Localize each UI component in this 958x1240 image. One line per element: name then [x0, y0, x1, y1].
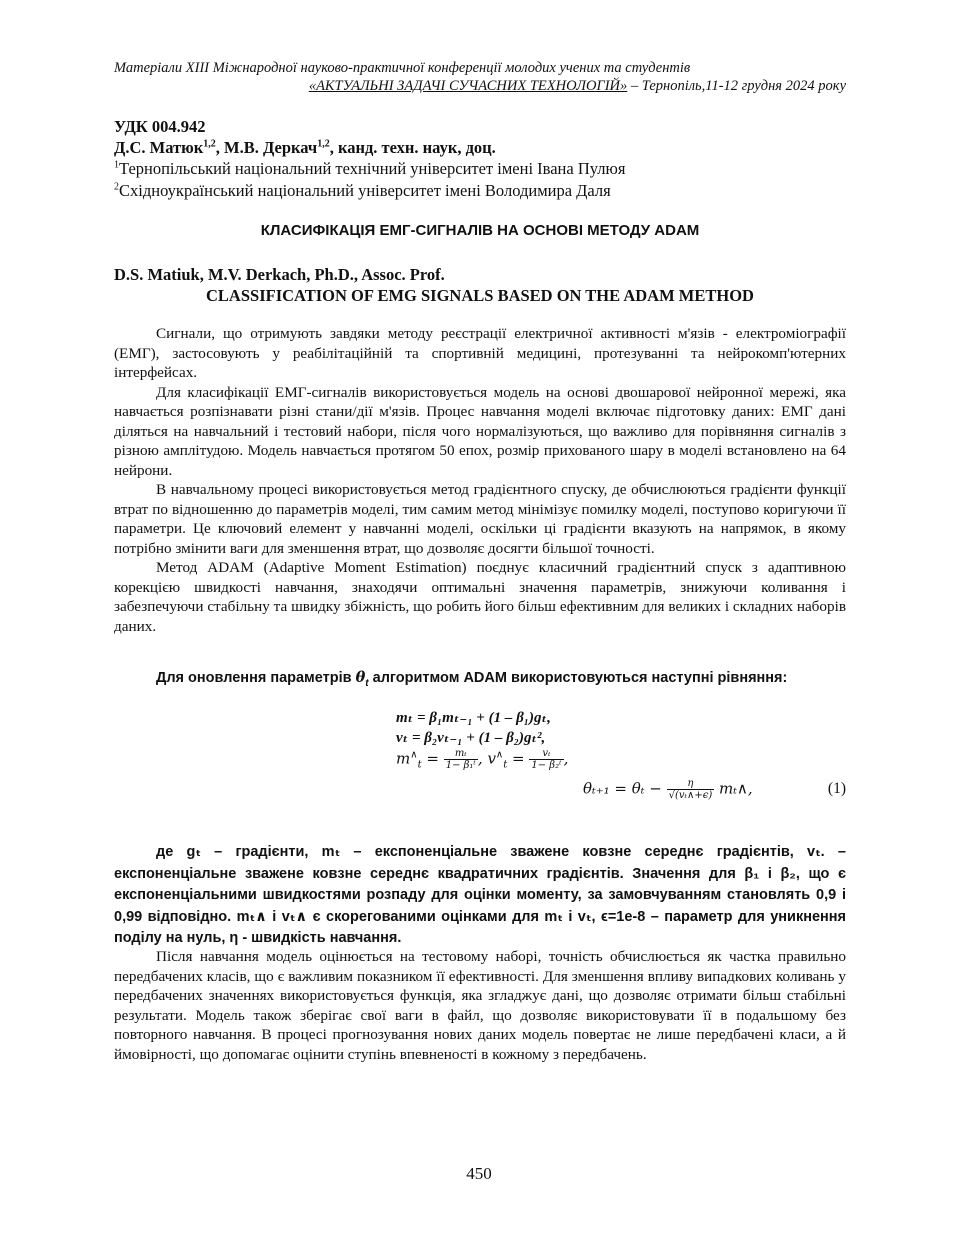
fraction-v-hat	[529, 748, 563, 771]
intro-after: алгоритмом ADAM використовуються наступні рівняння:	[368, 670, 788, 686]
affiliation-1-text: Тернопільський національний технічний університет імені Івана Пулюя	[119, 159, 626, 178]
affiliation-2	[114, 180, 846, 201]
author-degree: , канд. техн. наук, доц.	[329, 138, 496, 157]
adam-equations	[396, 708, 568, 776]
update-right: mₜ∧,	[719, 779, 753, 798]
update-den: √(vₜ∧+ϵ)	[668, 790, 713, 801]
update-num: η	[667, 778, 715, 790]
update-left: θₜ₊₁ = θₜ −	[583, 779, 662, 798]
author-2: , М.В. Деркач	[215, 138, 318, 157]
conference-name: «АКТУАЛЬНІ ЗАДАЧІ СУЧАСНИХ ТЕХНОЛОГІЙ»	[308, 78, 628, 94]
paragraph-3: В навчальному процесі використовується метод градієнтного спуску, де обчислюються градієнти функції втрат по відношенню до параметрів моделі, тим самим метод мінімізує помилку моделі, поступово коригуючи її параметри. Це ключовий елемент у навчанні моделі, оскільки ці градієнти вказують на напрямок, в якому потрібно змінити ваги для зменшення втрат, що дозволяє досягти більшої точності.	[114, 481, 846, 557]
affiliation-1-num: 1	[114, 159, 119, 171]
body-after-equations	[114, 947, 846, 1064]
where-text: де gₜ – градієнти, mₜ – експоненціальне зважене ковзне середнє градієнтів, vₜ. – експоненціальне зважене ковзне середнє квадратичних градієнтів. Значення для β₁ і β₂, що є експоненціальними швидкостями розпаду для оцінки моменту, за замовчуванням становлять 0,9 і 0,99 відповідно. mₜ∧ і vₜ∧ є скорегованими оцінками для mₜ і vₜ, ϵ=1e-8 – параметр для уникнення поділу на нуль, η - швидкість навчання.	[114, 844, 846, 946]
v-hat-sub: t	[503, 759, 508, 771]
equation-hat: $m^\wedge_t$ = $\frac{\text{mₜ}}{\text{1− β₁ᵗ}}$ , $v^\wedge_t$ = $\frac{\text{vₜ}}{\text{1− β₂ᵗ}}$ ,	[396, 748, 569, 771]
v-hat-sup: ∧	[495, 749, 504, 761]
fraction-m-hat	[444, 748, 478, 771]
paragraph-2: Для класифікації ЕМГ-сигналів використовується модель на основі двошарової нейронної мережі, яка навчається розпізнавати різні стани/дії м'язів. Процес навчання моделі включає підготовку даних: ЕМГ дані діляться на навчальний і тестовий набори, після чого нормалізуються, що важливо для порівняння сигналів з різною амплітудою. Модель навчається протягом 50 епох, розмір прихованого шару в моделі встановлено на 64 нейрони.	[114, 383, 846, 479]
conference-date: – Тернопіль,11-12 грудня 2024 року	[627, 78, 846, 94]
body-before-equations	[114, 324, 846, 636]
equation-m: mₜ = β₁mₜ₋₁ + (1 – β₁)gₜ,	[396, 710, 551, 726]
equation-number: (1)	[827, 780, 846, 797]
intro-before: Для оновлення параметрів	[156, 670, 356, 686]
conference-header-line2	[309, 78, 846, 95]
m-hat: m	[396, 749, 411, 768]
frac1-num: mₜ	[444, 748, 478, 760]
authors-english: D.S. Matiuk, M.V. Derkach, Ph.D., Assoc. Prof.	[114, 265, 445, 284]
paragraph-1: Сигнали, що отримують завдяки методу реєстрації електричної активності м'язів - електроміографії (ЕМГ), застосовують у реабілітаційній та спортивній медицині, протезуванні та нейрокомп'ютерних інтерфейсах.	[114, 325, 846, 381]
equations-intro	[114, 668, 846, 693]
affiliation-1	[114, 158, 846, 179]
where-definitions	[114, 842, 846, 950]
author-2-affil: 1,2	[317, 138, 330, 150]
affiliation-2-num: 2	[114, 181, 119, 193]
theta-sub: t	[365, 677, 369, 689]
authors-ua	[114, 137, 846, 158]
udk-code: УДК 004.942	[114, 117, 206, 136]
frac2-den: 1− β₂ᵗ	[531, 760, 562, 771]
page-number: 450	[466, 1164, 492, 1183]
title-ukrainian: КЛАСИФІКАЦІЯ ЕМГ-СИГНАЛІВ НА ОСНОВІ МЕТОДУ ADAM	[260, 222, 700, 239]
equation-update	[583, 778, 753, 801]
author-1-affil: 1,2	[203, 138, 216, 150]
frac2-num: vₜ	[529, 748, 563, 760]
paragraph-5: Після навчання модель оцінюється на тестовому наборі, точність обчислюється як частка правильно передбачених класів, що є важливим показником її ефективності. Для зменшення впливу випадкових коливань у передбачених значеннях використовується функція, яка згладжує дані, що дозволяє отримати більш стабільні результати. Модель також зберігає свої ваги в файл, що дозволяє використовувати її в подальшому без повторного навчання. В процесі прогнозування нових даних модель повертає не лише передбачені класи, а й ймовірності, що допомагає оцінити ступінь впевненості в кожному з передбачень.	[114, 948, 846, 1063]
paragraph-4: Метод ADAM (Adaptive Moment Estimation) поєднує класичний градієнтний спуск з адаптивною корекцією швидкості навчання, знаходячи оптимальні значення параметрів, знижуючи коливання і забезпечуючи стабільну та швидку збіжність, що робить його більш ефективним для великих і складних наборів даних.	[114, 559, 846, 635]
frac1-den: 1− β₁ᵗ	[445, 760, 476, 771]
equation-v: vₜ = β₂vₜ₋₁ + (1 – β₂)gₜ²,	[396, 730, 546, 746]
v-hat: v	[487, 749, 496, 768]
fraction-update	[667, 778, 715, 801]
affiliation-2-text: Східноукраїнський національний університет імені Володимира Даля	[119, 181, 611, 200]
theta-symbol: θ	[355, 669, 366, 686]
m-hat-sup: ∧	[410, 749, 418, 761]
title-english: CLASSIFICATION OF EMG SIGNALS BASED ON THE ADAM METHOD	[206, 286, 754, 305]
author-1: Д.С. Матюк	[114, 138, 204, 157]
conference-header-line1: Матеріали XIII Міжнародної науково-практичної конференції молодих учених та студентів	[114, 60, 691, 76]
m-hat-sub: t	[417, 759, 422, 771]
